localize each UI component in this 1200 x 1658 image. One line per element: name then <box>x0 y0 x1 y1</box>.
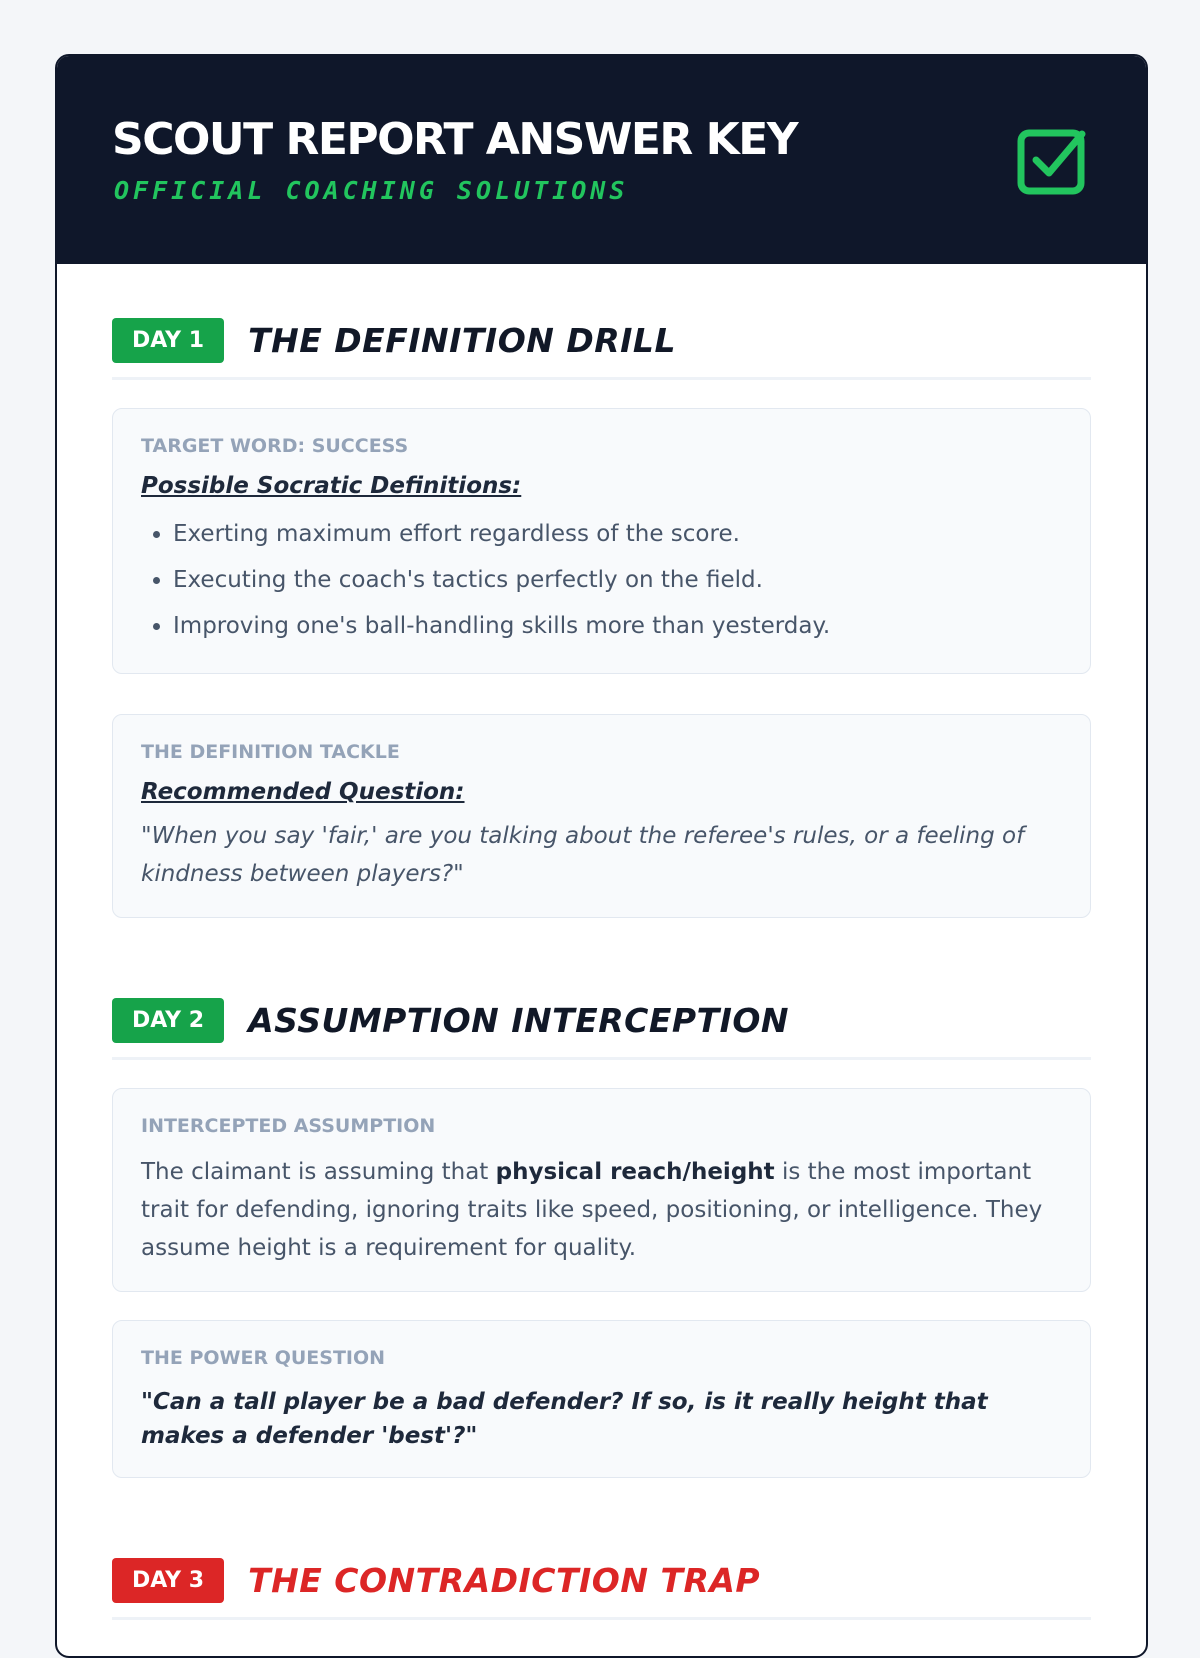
definition-tackle-box <box>112 714 1091 918</box>
section-title: THE DEFINITION DRILL <box>248 321 676 360</box>
day-badge: DAY 1 <box>112 318 224 363</box>
definition-list <box>141 511 1062 649</box>
page-subtitle: OFFICIAL COACHING SOLUTIONS <box>114 176 629 205</box>
section-title: ASSUMPTION INTERCEPTION <box>248 1001 790 1040</box>
checkbox-checked-icon <box>1016 124 1090 198</box>
intercepted-assumption-box <box>112 1088 1091 1292</box>
day-badge: DAY 2 <box>112 998 224 1043</box>
assumption-text-start: The claimant is assuming that <box>141 1159 496 1185</box>
box-subheading: Possible Socratic Definitions: <box>141 473 522 499</box>
assumption-text <box>141 1153 1062 1267</box>
header <box>57 56 1146 264</box>
target-word-box <box>112 408 1091 674</box>
section-header <box>112 998 1091 1060</box>
section-header <box>112 1558 1091 1620</box>
day-badge: DAY 3 <box>112 1558 224 1603</box>
power-question: "Can a tall player be a bad defender? If so, is it really height that makes a defender 'best'?" <box>141 1389 988 1449</box>
section-day-1 <box>112 318 1091 918</box>
content <box>57 264 1146 1620</box>
answer-key-card <box>55 54 1148 1658</box>
box-label: THE POWER QUESTION <box>141 1347 386 1369</box>
section-title: THE CONTRADICTION TRAP <box>248 1561 761 1600</box>
list-item: • Improving one's ball-handling skills more than yesterday. <box>173 603 1062 649</box>
box-label: TARGET WORD: SUCCESS <box>141 435 409 457</box>
list-item: • Exerting maximum effort regardless of the score. <box>173 511 1062 557</box>
section-day-2 <box>112 998 1091 1478</box>
box-label: INTERCEPTED ASSUMPTION <box>141 1115 436 1137</box>
box-label: THE DEFINITION TACKLE <box>141 741 400 763</box>
assumption-text-bold: physical reach/height <box>495 1159 775 1185</box>
section-day-3 <box>112 1558 1091 1620</box>
power-question-box <box>112 1320 1091 1478</box>
list-item: • Executing the coach's tactics perfectly on the field. <box>173 557 1062 603</box>
recommended-question: "When you say 'fair,' are you talking about the referee's rules, or a feeling of kindness between players?" <box>141 823 1025 887</box>
page-title: SCOUT REPORT ANSWER KEY <box>112 114 798 165</box>
assumption-text-end: is the most important trait for defending, ignoring traits like speed, positioning, or intelligence. They assume height is a requirement for quality. <box>141 1159 1043 1261</box>
section-header <box>112 318 1091 380</box>
box-subheading: Recommended Question: <box>141 779 465 805</box>
